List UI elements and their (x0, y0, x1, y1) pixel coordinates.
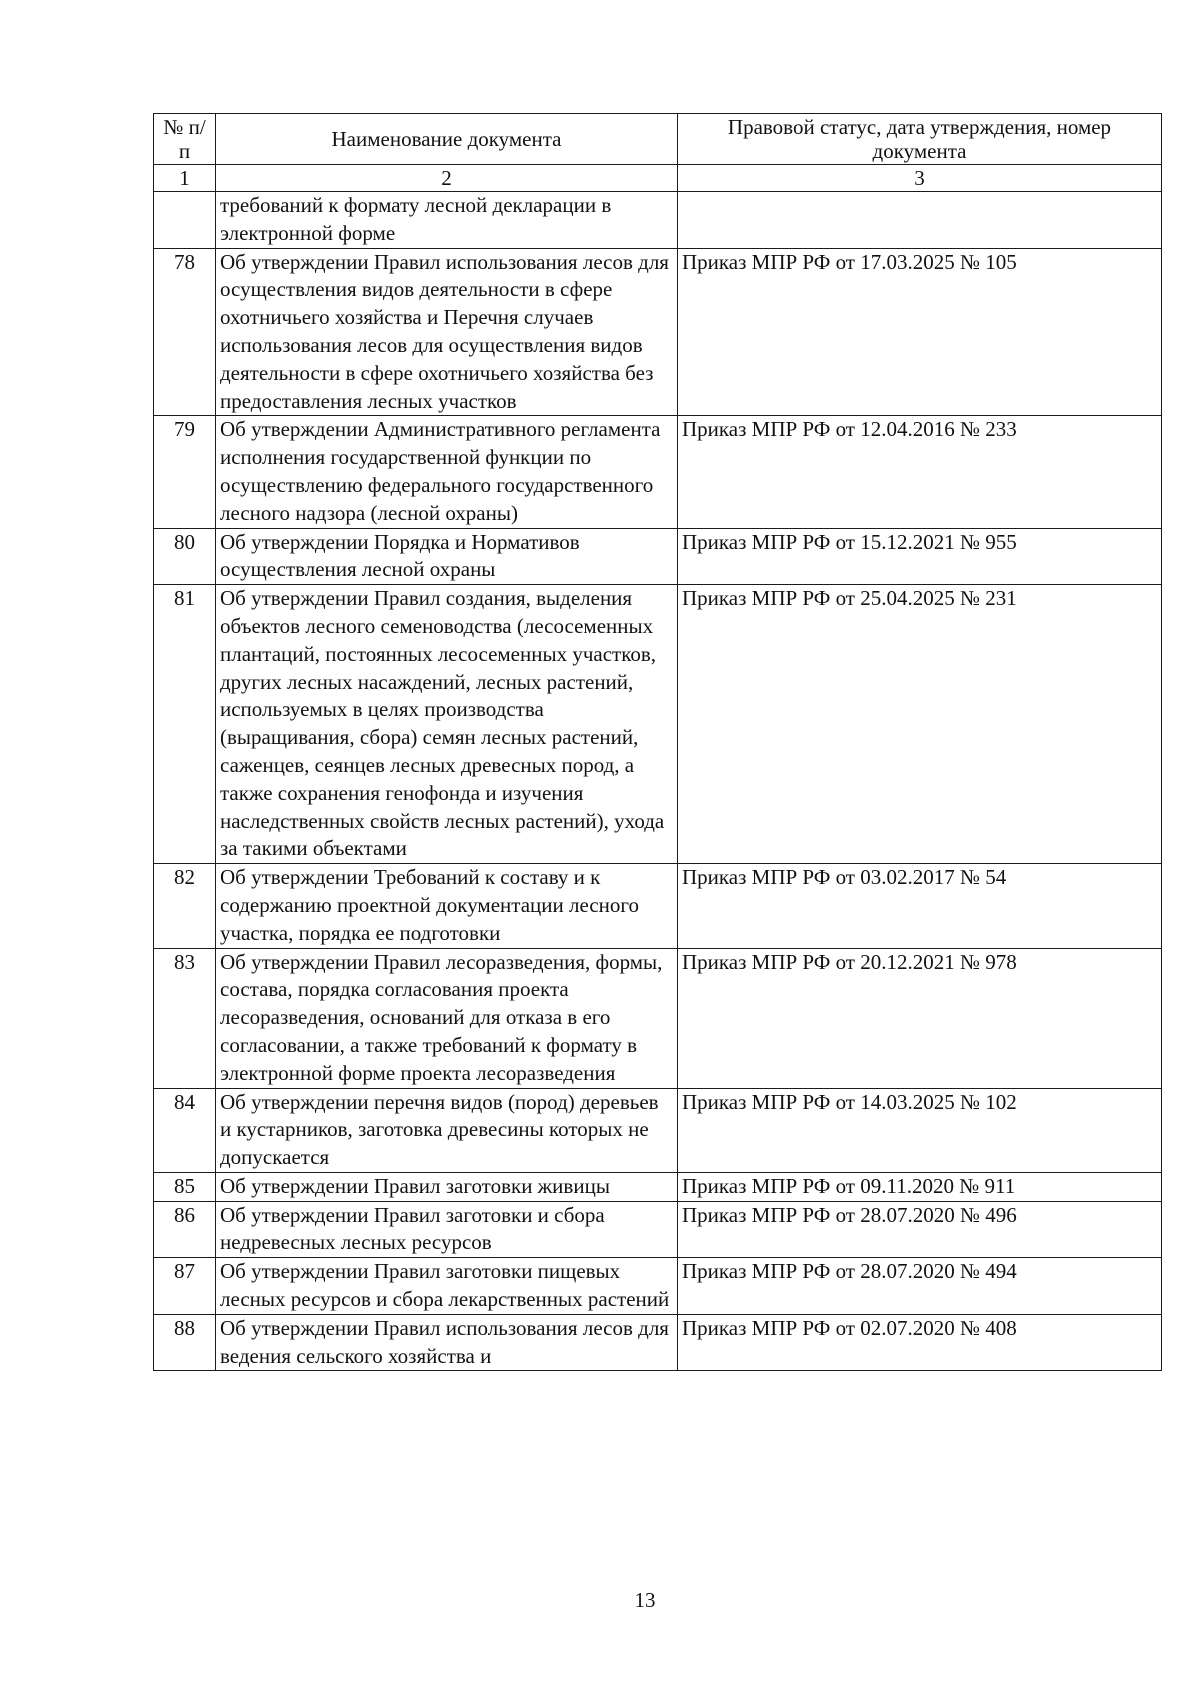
documents-table (153, 113, 1162, 1371)
row-number-cell: 82 (154, 864, 216, 948)
table-row (154, 248, 1162, 416)
table-row (154, 948, 1162, 1088)
legal-status-cell: Приказ МПР РФ от 15.12.2021 № 955 (678, 528, 1162, 585)
row-number-cell: 87 (154, 1258, 216, 1315)
legal-status-cell: Приказ МПР РФ от 25.04.2025 № 231 (678, 585, 1162, 864)
documents-table-body (154, 114, 1162, 1371)
table-row (154, 192, 1162, 249)
document-name-cell: Об утверждении Правил создания, выделения объектов лесного семеноводства (лесосеменных плантаций, постоянных лесосеменных участков, других лесных насаждений, лесных растений, используемых в целях производства (выращивания, сбора) семян лесных растений, саженцев, сеянцев лесных древесных пород, а также сохранения генофонда и изучения наследственных свойств лесных растений), ухода за такими объектами (216, 585, 678, 864)
row-number-cell: 88 (154, 1314, 216, 1371)
document-name-cell: Об утверждении Порядка и Нормативов осуществления лесной охраны (216, 528, 678, 585)
header-col-number: № п/п (154, 114, 216, 165)
document-name-cell: Об утверждении Правил использования лесов для ведения сельского хозяйства и (216, 1314, 678, 1371)
column-number-1: 1 (154, 165, 216, 192)
row-number-cell: 78 (154, 248, 216, 416)
legal-status-cell: Приказ МПР РФ от 17.03.2025 № 105 (678, 248, 1162, 416)
header-col-status: Правовой статус, дата утверждения, номер документа (678, 114, 1162, 165)
legal-status-cell: Приказ МПР РФ от 28.07.2020 № 496 (678, 1201, 1162, 1258)
table-row (154, 864, 1162, 948)
table-row (154, 1314, 1162, 1371)
table-row (154, 1172, 1162, 1201)
legal-status-cell: Приказ МПР РФ от 09.11.2020 № 911 (678, 1172, 1162, 1201)
row-number-cell: 80 (154, 528, 216, 585)
document-name-cell: Об утверждении Требований к составу и к содержанию проектной документации лесного участка, порядка ее подготовки (216, 864, 678, 948)
document-name-cell: Об утверждении Административного регламента исполнения государственной функции по осуществлению федерального государственного лесного надзора (лесной охраны) (216, 416, 678, 528)
table-row (154, 1201, 1162, 1258)
column-number-3: 3 (678, 165, 1162, 192)
legal-status-cell: Приказ МПР РФ от 28.07.2020 № 494 (678, 1258, 1162, 1315)
legal-status-cell: Приказ МПР РФ от 02.07.2020 № 408 (678, 1314, 1162, 1371)
table-row (154, 1258, 1162, 1315)
table-row (154, 1088, 1162, 1172)
legal-status-cell: Приказ МПР РФ от 20.12.2021 № 978 (678, 948, 1162, 1088)
row-number-cell: 79 (154, 416, 216, 528)
row-number-cell: 86 (154, 1201, 216, 1258)
document-name-cell: Об утверждении Правил заготовки пищевых лесных ресурсов и сбора лекарственных растений (216, 1258, 678, 1315)
document-name-cell: требований к формату лесной декларации в электронной форме (216, 192, 678, 249)
table-header-row (154, 114, 1162, 165)
legal-status-cell: Приказ МПР РФ от 14.03.2025 № 102 (678, 1088, 1162, 1172)
document-name-cell: Об утверждении перечня видов (пород) деревьев и кустарников, заготовка древесины которых не допускается (216, 1088, 678, 1172)
column-number-2: 2 (216, 165, 678, 192)
table-row (154, 416, 1162, 528)
row-number-cell: 81 (154, 585, 216, 864)
page-number: 13 (634, 1588, 656, 1612)
legal-status-cell: Приказ МПР РФ от 03.02.2017 № 54 (678, 864, 1162, 948)
table-row (154, 585, 1162, 864)
document-name-cell: Об утверждении Правил лесоразведения, формы, состава, порядка согласования проекта лесоразведения, оснований для отказа в его согласовании, а также требований к формату в электронной форме проекта лесоразведения (216, 948, 678, 1088)
legal-status-cell (678, 192, 1162, 249)
header-col-name: Наименование документа (216, 114, 678, 165)
row-number-cell: 84 (154, 1088, 216, 1172)
row-number-cell (154, 192, 216, 249)
legal-status-cell: Приказ МПР РФ от 12.04.2016 № 233 (678, 416, 1162, 528)
row-number-cell: 83 (154, 948, 216, 1088)
document-name-cell: Об утверждении Правил использования лесов для осуществления видов деятельности в сфере охотничьего хозяйства и Перечня случаев использования лесов для осуществления видов деятельности в сфере охотничьего хозяйства без предоставления лесных участков (216, 248, 678, 416)
column-number-row (154, 165, 1162, 192)
table-row (154, 528, 1162, 585)
document-name-cell: Об утверждении Правил заготовки живицы (216, 1172, 678, 1201)
row-number-cell: 85 (154, 1172, 216, 1201)
document-name-cell: Об утверждении Правил заготовки и сбора недревесных лесных ресурсов (216, 1201, 678, 1258)
